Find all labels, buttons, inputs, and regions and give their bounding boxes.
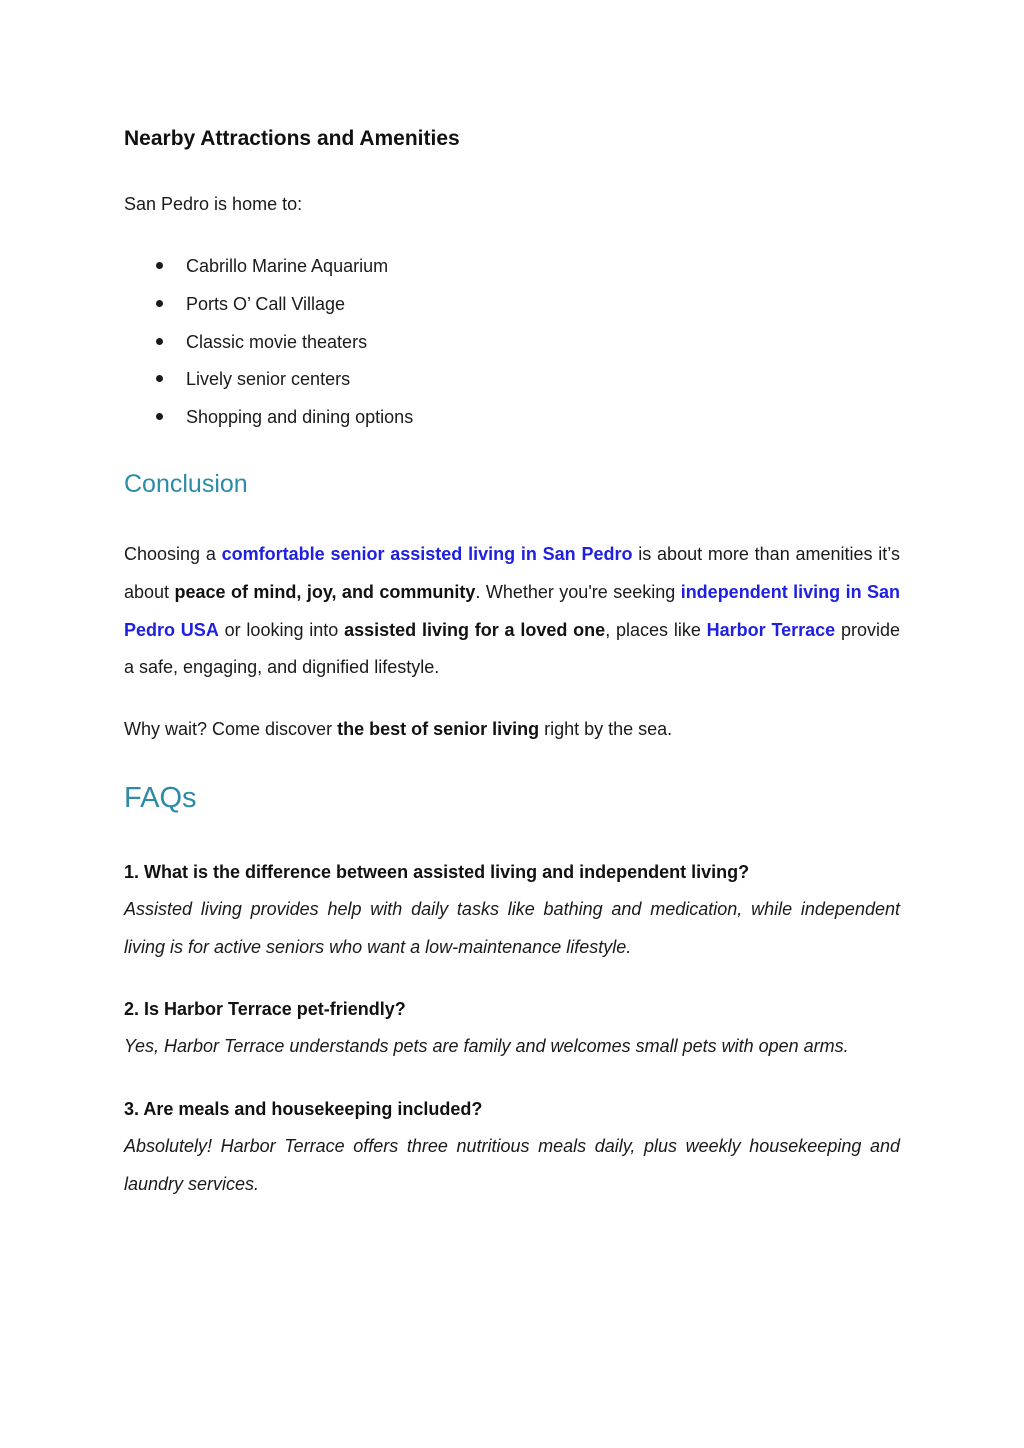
list-item (124, 328, 413, 366)
faq-question: 1. What is the difference between assisted living and independent living? (124, 862, 750, 882)
faq-question: 2. Is Harbor Terrace pet-friendly? (124, 999, 406, 1019)
text-segment: . Whether you're seeking (475, 581, 681, 602)
bold-text: the best of senior living (337, 719, 540, 739)
attractions-heading: Nearby Attractions and Amenities (124, 127, 460, 150)
attractions-list (124, 252, 413, 441)
text-segment: or looking into (218, 619, 345, 640)
list-item-label: Lively senior centers (186, 369, 351, 390)
independent-living-link[interactable]: independent living in San Pedro USA (124, 581, 901, 640)
faq-question: 3. Are meals and housekeeping included? (124, 1099, 483, 1119)
faq-answer: Absolutely! Harbor Terrace offers three nutritious meals daily, plus weekly housekeeping and laundry services. (124, 1136, 900, 1194)
bullet-icon (156, 262, 163, 269)
conclusion-heading: Conclusion (124, 470, 248, 498)
bold-text: assisted living for a loved one (344, 619, 606, 640)
text-segment: is about more than amenities it’s about (124, 544, 900, 602)
list-item-label: Cabrillo Marine Aquarium (186, 256, 389, 276)
list-item (124, 365, 413, 403)
bullet-icon (156, 338, 163, 345)
text-segment: provide a safe, engaging, and dignified lifestyle. (124, 619, 901, 678)
list-item (124, 290, 413, 328)
list-item-label: Classic movie theaters (186, 331, 368, 352)
attractions-intro: San Pedro is home to: (124, 194, 303, 214)
harbor-terrace-link[interactable]: Harbor Terrace (706, 619, 836, 640)
text-segment: , places like (605, 619, 707, 640)
text-segment: Why wait? Come discover (124, 719, 338, 739)
faq-answer: Assisted living provides help with daily tasks like bathing and medication, while independent living is for active seniors who want a low-maintenance lifestyle. (124, 899, 900, 957)
bullet-icon (156, 300, 163, 307)
bullet-icon (156, 413, 163, 420)
text-segment: Choosing a (124, 544, 222, 564)
list-item (124, 252, 413, 290)
conclusion-paragraph (124, 536, 900, 687)
faq-answer: Yes, Harbor Terrace understands pets are family and welcomes small pets with open arms. (124, 1036, 849, 1056)
call-to-action-paragraph (124, 711, 900, 749)
bold-text: peace of mind, joy, and community (174, 581, 476, 602)
list-item (124, 403, 413, 441)
list-item-label: Ports O’ Call Village (186, 293, 346, 314)
text-segment: right by the sea. (539, 719, 673, 739)
senior-assisted-living-link[interactable]: comfortable senior assisted living in San Pedro (221, 544, 633, 564)
list-item-label: Shopping and dining options (186, 407, 414, 428)
faqs-heading: FAQs (124, 782, 197, 814)
bullet-icon (156, 375, 163, 382)
